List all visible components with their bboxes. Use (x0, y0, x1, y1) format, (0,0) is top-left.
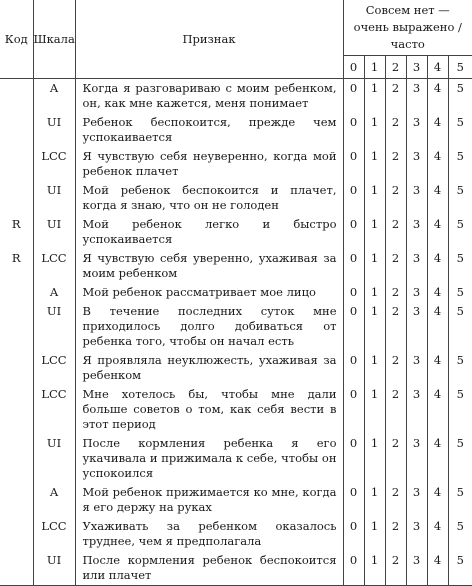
row-scale: LCC (33, 385, 75, 434)
row-value-3: 3 (406, 483, 427, 517)
row-value-5: 5 (448, 302, 472, 351)
table-row (0, 249, 472, 283)
row-value-3: 3 (406, 215, 427, 249)
row-code (0, 147, 33, 181)
table-row (0, 113, 472, 147)
table-body (0, 79, 472, 586)
row-value-4: 4 (427, 181, 448, 215)
row-value-3: 3 (406, 434, 427, 483)
table-header (0, 0, 472, 79)
table-row (0, 434, 472, 483)
row-value-2: 2 (385, 483, 406, 517)
row-value-2: 2 (385, 302, 406, 351)
row-value-3: 3 (406, 79, 427, 114)
row-value-0: 0 (343, 113, 364, 147)
row-sign-text: Когда я разговариваю с моим ребенком, он, как мне кажется, меня понимает (75, 79, 343, 114)
row-scale: LCC (33, 249, 75, 283)
row-value-5: 5 (448, 551, 472, 586)
header-num-1: 1 (364, 56, 385, 79)
row-value-0: 0 (343, 181, 364, 215)
row-code (0, 517, 33, 551)
row-scale: UI (33, 113, 75, 147)
row-value-1: 1 (364, 551, 385, 586)
row-value-5: 5 (448, 215, 472, 249)
row-scale: LCC (33, 147, 75, 181)
row-sign-text: Я чувствую себя уверенно, ухаживая за моим ребенком (75, 249, 343, 283)
row-value-2: 2 (385, 215, 406, 249)
row-sign-text: Мой ребенок рассматривает мое лицо (75, 283, 343, 302)
row-value-2: 2 (385, 79, 406, 114)
row-value-3: 3 (406, 385, 427, 434)
row-value-4: 4 (427, 113, 448, 147)
row-value-1: 1 (364, 517, 385, 551)
row-value-2: 2 (385, 385, 406, 434)
row-value-5: 5 (448, 113, 472, 147)
row-value-2: 2 (385, 434, 406, 483)
row-value-5: 5 (448, 385, 472, 434)
row-value-5: 5 (448, 79, 472, 114)
row-value-2: 2 (385, 517, 406, 551)
row-value-4: 4 (427, 385, 448, 434)
header-num-5: 5 (448, 56, 472, 79)
row-code (0, 302, 33, 351)
table-row (0, 147, 472, 181)
row-value-1: 1 (364, 215, 385, 249)
row-value-5: 5 (448, 351, 472, 385)
row-value-5: 5 (448, 483, 472, 517)
row-value-0: 0 (343, 249, 364, 283)
row-sign-text: Мой ребенок легко и быстро успокаивается (75, 215, 343, 249)
header-sign: Признак (75, 0, 343, 79)
row-value-4: 4 (427, 302, 448, 351)
row-sign-text: Мне хотелось бы, чтобы мне дали больше советов о том, как себя вести в этот период (75, 385, 343, 434)
row-value-3: 3 (406, 551, 427, 586)
row-code (0, 113, 33, 147)
table-row (0, 517, 472, 551)
row-value-2: 2 (385, 551, 406, 586)
row-sign-text: Ухаживать за ребенком оказалось труднее, чем я предполагала (75, 517, 343, 551)
row-code (0, 483, 33, 517)
row-value-4: 4 (427, 283, 448, 302)
row-scale: A (33, 283, 75, 302)
row-value-5: 5 (448, 434, 472, 483)
row-value-5: 5 (448, 517, 472, 551)
row-value-3: 3 (406, 147, 427, 181)
row-scale: LCC (33, 517, 75, 551)
row-value-0: 0 (343, 351, 364, 385)
row-sign-text: После кормления ребенок беспокоится или плачет (75, 551, 343, 586)
table-row (0, 215, 472, 249)
row-code (0, 79, 33, 114)
row-value-2: 2 (385, 147, 406, 181)
row-value-2: 2 (385, 113, 406, 147)
row-value-1: 1 (364, 147, 385, 181)
row-value-3: 3 (406, 517, 427, 551)
row-value-3: 3 (406, 351, 427, 385)
row-code: R (11, 217, 21, 231)
table-row (0, 181, 472, 215)
row-value-5: 5 (448, 283, 472, 302)
row-sign-text: Ребенок беспокоится, прежде чем успокаивается (75, 113, 343, 147)
header-code: Код (0, 0, 33, 79)
row-value-4: 4 (427, 249, 448, 283)
table-row (0, 483, 472, 517)
row-value-0: 0 (343, 434, 364, 483)
table-row (0, 351, 472, 385)
row-value-2: 2 (385, 283, 406, 302)
row-sign-text: Я чувствую себя неуверенно, когда мой ребенок плачет (75, 147, 343, 181)
row-value-4: 4 (427, 79, 448, 114)
row-code (0, 351, 33, 385)
row-value-0: 0 (343, 302, 364, 351)
table-row (0, 283, 472, 302)
row-value-0: 0 (343, 517, 364, 551)
row-value-4: 4 (427, 551, 448, 586)
row-code (0, 551, 33, 586)
row-value-1: 1 (364, 351, 385, 385)
row-value-1: 1 (364, 302, 385, 351)
row-scale: UI (33, 434, 75, 483)
row-code: R (11, 251, 21, 265)
row-value-4: 4 (427, 351, 448, 385)
row-value-2: 2 (385, 181, 406, 215)
row-value-5: 5 (448, 249, 472, 283)
row-code (0, 283, 33, 302)
table-row (0, 79, 472, 114)
header-num-0: 0 (343, 56, 364, 79)
table-row (0, 385, 472, 434)
row-value-1: 1 (364, 283, 385, 302)
row-value-1: 1 (364, 385, 385, 434)
row-value-0: 0 (343, 551, 364, 586)
header-scale: Шкала (33, 0, 75, 79)
row-value-0: 0 (343, 147, 364, 181)
row-value-4: 4 (427, 434, 448, 483)
row-value-4: 4 (427, 147, 448, 181)
row-scale: UI (33, 551, 75, 586)
row-sign-text: В течение последних суток мне приходилось долго добиваться от ребенка того, чтобы он начал есть (75, 302, 343, 351)
row-sign-text: Мой ребенок беспокоится и плачет, когда я знаю, что он не голоден (75, 181, 343, 215)
row-value-1: 1 (364, 113, 385, 147)
row-sign-text: Мой ребенок прижимается ко мне, когда я его держу на руках (75, 483, 343, 517)
row-value-1: 1 (364, 434, 385, 483)
row-scale: A (33, 483, 75, 517)
row-code (0, 181, 33, 215)
header-num-2: 2 (385, 56, 406, 79)
row-value-0: 0 (343, 385, 364, 434)
row-code (0, 385, 33, 434)
table-row (0, 551, 472, 586)
row-value-4: 4 (427, 517, 448, 551)
header-num-4: 4 (427, 56, 448, 79)
row-value-2: 2 (385, 249, 406, 283)
row-scale: UI (33, 181, 75, 215)
row-value-5: 5 (448, 147, 472, 181)
row-value-0: 0 (343, 483, 364, 517)
row-value-1: 1 (364, 181, 385, 215)
header-range-title: Совсем нет — очень выражено / часто (343, 0, 472, 56)
row-scale: UI (33, 215, 75, 249)
table-row (0, 302, 472, 351)
row-value-3: 3 (406, 283, 427, 302)
row-value-3: 3 (406, 181, 427, 215)
row-scale: UI (33, 302, 75, 351)
row-value-4: 4 (427, 215, 448, 249)
header-num-3: 3 (406, 56, 427, 79)
row-value-0: 0 (343, 79, 364, 114)
row-sign-text: Я проявляла неуклюжесть, ухаживая за ребенком (75, 351, 343, 385)
row-scale: A (33, 79, 75, 114)
row-value-4: 4 (427, 483, 448, 517)
row-value-1: 1 (364, 483, 385, 517)
row-value-5: 5 (448, 181, 472, 215)
row-value-3: 3 (406, 249, 427, 283)
row-scale: LCC (33, 351, 75, 385)
row-value-3: 3 (406, 302, 427, 351)
row-value-1: 1 (364, 249, 385, 283)
row-value-3: 3 (406, 113, 427, 147)
row-value-2: 2 (385, 351, 406, 385)
row-value-0: 0 (343, 283, 364, 302)
row-sign-text: После кормления ребенка я его укачивала и прижимала к себе, чтобы он успокоился (75, 434, 343, 483)
row-value-0: 0 (343, 215, 364, 249)
row-value-1: 1 (364, 79, 385, 114)
row-code (0, 434, 33, 483)
